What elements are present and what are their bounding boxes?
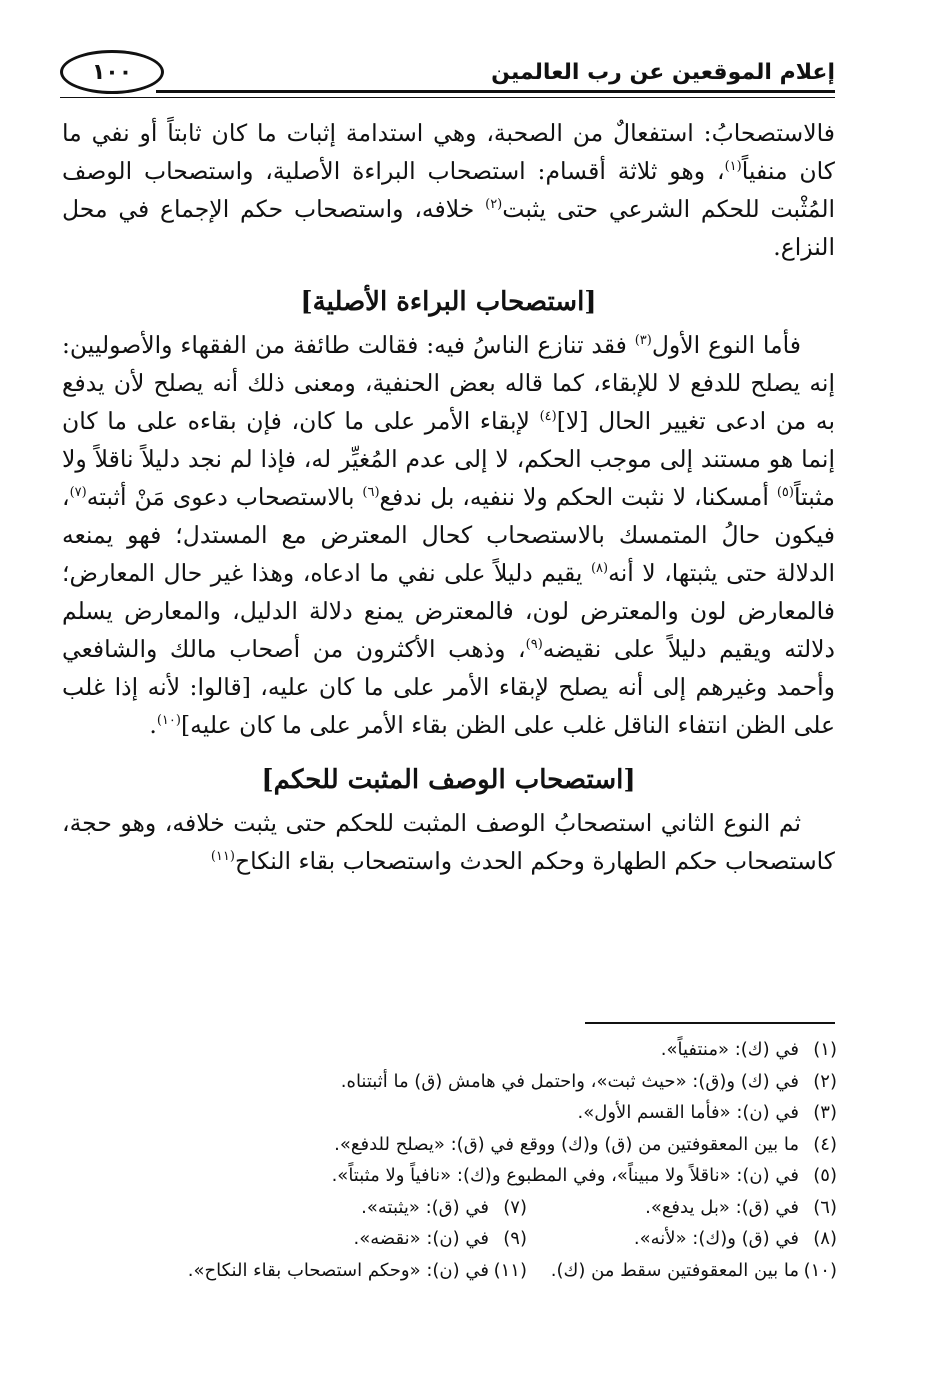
footnote-ref[interactable]: (١٠) bbox=[156, 713, 181, 729]
footnote-row bbox=[62, 1160, 837, 1192]
footnote-text: في (ك): «منتفياً». bbox=[660, 1039, 799, 1060]
footnote-ref[interactable]: (٧) bbox=[69, 485, 87, 501]
footnote-ref[interactable]: (٤) bbox=[539, 409, 557, 425]
running-title: إعلام الموقعين عن رب العالمين bbox=[491, 60, 835, 85]
footnote-separator bbox=[585, 1022, 835, 1024]
footnote-text: في (ن): «ناقلاً ولا مبيناً»، وفي المطبوع و(ك): «نافياً ولا مثبتاً». bbox=[331, 1165, 799, 1186]
paragraph-2 bbox=[62, 326, 835, 744]
footnote-number: (٣) bbox=[813, 1102, 837, 1123]
section-heading: [استصحاب الوصف المثبت للحكم] bbox=[261, 765, 636, 795]
footnote-number: (٨) bbox=[813, 1228, 837, 1249]
footnote-row bbox=[62, 1223, 837, 1255]
footnote-number: (١) bbox=[813, 1039, 837, 1060]
footnote bbox=[578, 1097, 837, 1129]
footnote-text: في (ن): «نقضه». bbox=[353, 1228, 489, 1249]
text-run: بالاستصحاب دعوى مَنْ أثبته bbox=[86, 483, 363, 511]
footnote-row bbox=[62, 1034, 837, 1066]
page-number: ١٠٠ bbox=[60, 50, 164, 94]
text-run: خلافه، واستصحاب حكم الإجماع في محل النزاع. bbox=[62, 195, 835, 261]
header-rule-thin bbox=[60, 97, 835, 98]
text-run: ، وهو ثلاثة أقسام: استصحاب البراءة الأصلية، واستصحاب الوصف المُثْبت للحكم الشرعي حتى يثبت bbox=[62, 157, 836, 223]
paragraph-3 bbox=[62, 804, 835, 880]
footnote-number: (٥) bbox=[813, 1165, 837, 1186]
text-run: ، فيكون حالُ المتمسك بالاستصحاب كحال المعترض مع المستدل؛ فهو يمنعه الدلالة حتى يثبتها، لا أنه bbox=[62, 483, 835, 587]
text-run: أمسكنا، لا نثبت الحكم ولا ننفيه، بل ندفع bbox=[379, 483, 777, 511]
footnote-text: ما بين المعقوفتين سقط من (ك). bbox=[550, 1259, 799, 1281]
footnote-number: (١٠) bbox=[803, 1259, 837, 1281]
footnote-row bbox=[62, 1129, 837, 1161]
footnote-text: في (ق): «بل يدفع». bbox=[645, 1196, 799, 1218]
footnote bbox=[661, 1034, 837, 1066]
section-heading: [استصحاب البراءة الأصلية] bbox=[300, 287, 597, 317]
text-run: لإبقاء الأمر على ما كان، فإن بقاءه على ما كان إنما هو مستند إلى موجب الحكم، لا إلى عدم المُغيِّر له، فإذا لم نجد دليلاً ناقلاً ولا مثبتاً bbox=[62, 407, 835, 511]
footnote-number: (٢) bbox=[813, 1070, 837, 1092]
footnote bbox=[353, 1223, 527, 1255]
text-run: فالاستصحابُ: استفعالٌ من الصحبة، وهي استدامة إثبات ما كان ثابتاً أو نفي ما كان منفياً bbox=[62, 119, 835, 185]
footnote-text: في (ق) و(ك): «لأنه». bbox=[633, 1228, 799, 1249]
paragraph-1 bbox=[62, 114, 835, 266]
footnote-ref[interactable]: (٢) bbox=[485, 197, 503, 213]
footnote-row bbox=[62, 1097, 837, 1129]
footnote bbox=[332, 1160, 837, 1192]
footnote bbox=[527, 1223, 837, 1255]
footnote bbox=[334, 1129, 837, 1161]
footnotes bbox=[62, 1034, 837, 1286]
footnote-number: (١١) bbox=[493, 1259, 527, 1281]
footnote-row bbox=[62, 1192, 837, 1224]
footnote bbox=[341, 1066, 837, 1098]
header-rule-thick bbox=[156, 90, 835, 93]
footnote-ref[interactable]: (٩) bbox=[525, 637, 543, 653]
main-text bbox=[62, 114, 835, 880]
footnote-ref[interactable]: (٨) bbox=[590, 561, 609, 577]
footnote-number: (٩) bbox=[503, 1228, 527, 1249]
text-run: فقد تنازع الناسُ فيه: فقالت طائفة من الفقهاء والأصوليين: إنه يصلح للدفع لا للإبقاء، كما قاله بعض الحنفية، ومعنى ذلك أنه يصلح لأن يدفع به من ادعى تغيير الحال [لا] bbox=[62, 331, 835, 435]
footnote-text: في (ك) و(ق): «حيث ثبت»، واحتمل في هامش (ق) ما أثبتناه. bbox=[340, 1070, 799, 1092]
footnote bbox=[188, 1255, 527, 1287]
footnote-text: في (ن): «وحكم استصحاب بقاء النكاح». bbox=[187, 1259, 489, 1281]
footnote-number: (٦) bbox=[813, 1196, 837, 1218]
text-run: فأما النوع الأول bbox=[651, 331, 801, 359]
footnote-ref[interactable]: (١) bbox=[724, 159, 742, 175]
footnote bbox=[361, 1192, 527, 1224]
text-run: . bbox=[149, 711, 157, 739]
footnote-number: (٧) bbox=[503, 1196, 527, 1218]
footnote-number: (٤) bbox=[813, 1133, 837, 1155]
text-run: ثم النوع الثاني استصحابُ الوصف المثبت للحكم حتى يثبت خلافه، وهو حجة، كاستصحاب حكم الطهارة وحكم الحدث واستصحاب بقاء النكاح bbox=[62, 809, 835, 875]
footnote-text: ما بين المعقوفتين من (ق) و(ك) ووقع في (ق): «يصلح للدفع». bbox=[334, 1133, 799, 1155]
text-run: يقيم دليلاً على نفي ما ادعاه، وهذا غير حال المعارض؛ فالمعارض لون والمعترض لون، فالمعترض يمنع دلالة الدليل، والمعارض يسلم دلالته ويقيم دليلاً على نقيضه bbox=[62, 559, 835, 663]
footnote-text: في (ق): «يثبته». bbox=[361, 1196, 489, 1218]
footnote-row bbox=[62, 1066, 837, 1098]
text-run: ، وذهب الأكثرون من أصحاب مالك والشافعي وأحمد وغيرهم إلى أنه يصلح لإبقاء الأمر على ما كان عليه، [قالوا: لأنه إذا غلب على الظن انتفاء الناقل غلب على الظن بقاء الأمر على ما كان عليه] bbox=[62, 635, 835, 739]
page-header bbox=[60, 50, 835, 102]
footnote-ref[interactable]: (٥) bbox=[776, 485, 794, 501]
footnote-text: في (ن): «فأما القسم الأول». bbox=[577, 1102, 799, 1123]
footnote-row bbox=[62, 1255, 837, 1287]
footnote-ref[interactable]: (١١) bbox=[210, 849, 235, 865]
footnote bbox=[527, 1192, 837, 1224]
footnote-ref[interactable]: (٣) bbox=[634, 333, 652, 349]
footnote-ref[interactable]: (٦) bbox=[362, 485, 380, 501]
footnote bbox=[527, 1255, 837, 1287]
